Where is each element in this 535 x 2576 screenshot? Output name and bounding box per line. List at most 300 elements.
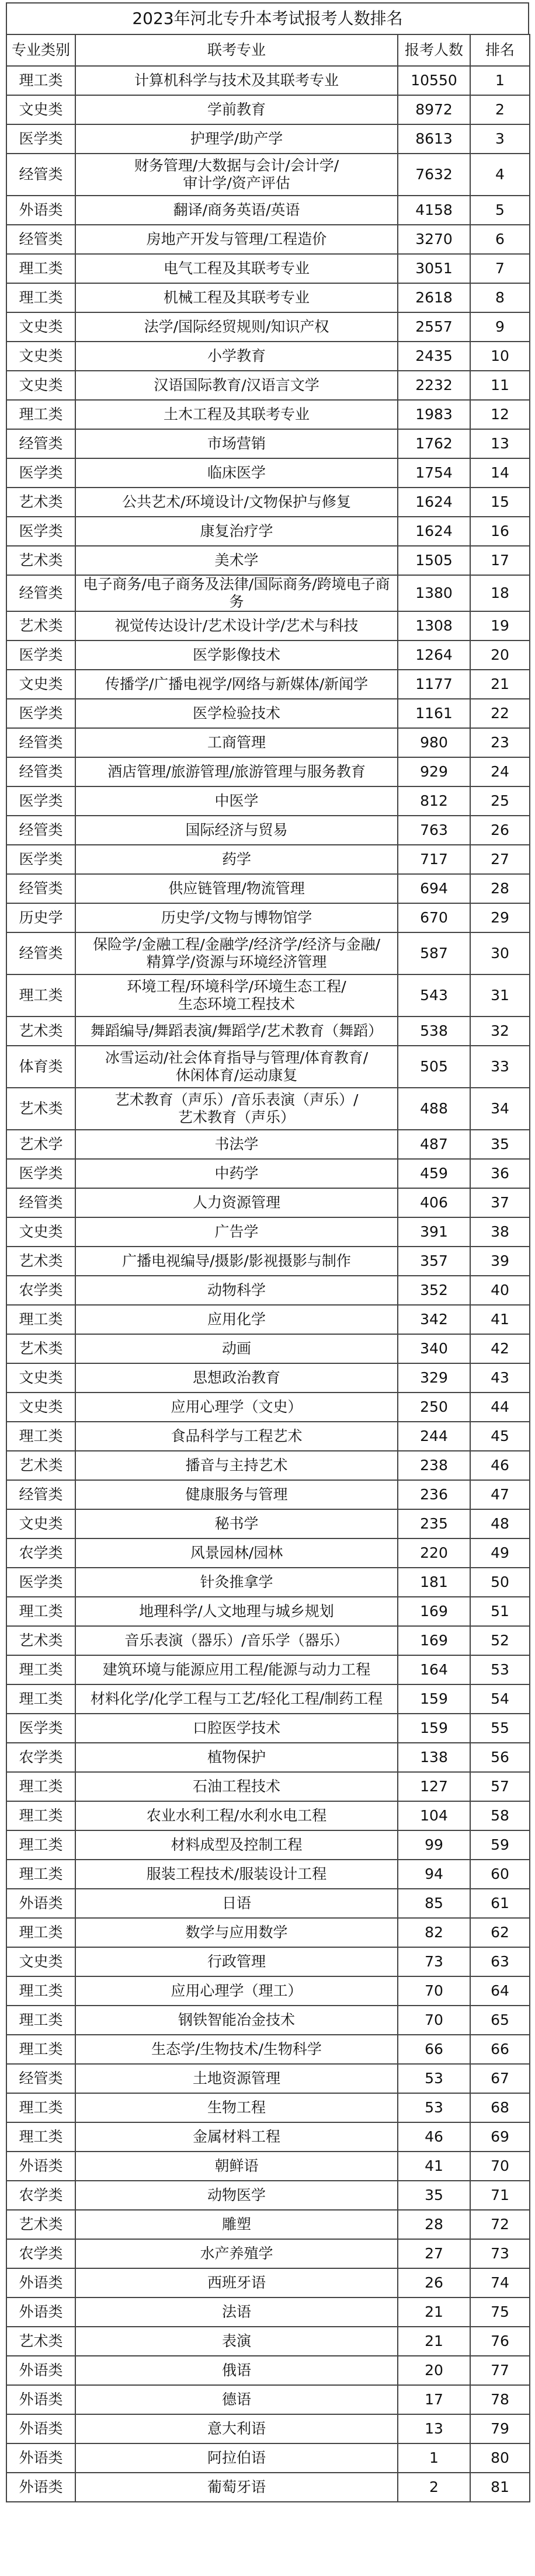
major-cell: 财务管理/大数据与会计/会计学/ 审计学/资产评估 — [75, 154, 398, 196]
table-row — [6, 2414, 530, 2443]
table-row — [6, 196, 530, 225]
table-row — [6, 1889, 530, 1918]
major-cell: 中药学 — [75, 1159, 398, 1188]
major-cell: 药学 — [75, 845, 398, 874]
rank-cell: 10 — [470, 342, 530, 371]
rank-cell: 7 — [470, 254, 530, 283]
table-row — [6, 458, 530, 488]
table-row — [6, 2093, 530, 2122]
major-cell: 冰雪运动/社会体育指导与管理/体育教育/ 休闲体育/运动康复 — [75, 1046, 398, 1088]
major-cell: 国际经济与贸易 — [75, 816, 398, 845]
table-row — [6, 611, 530, 640]
major-cell: 朝鲜语 — [75, 2152, 398, 2181]
major-cell: 房地产开发与管理/工程造价 — [75, 225, 398, 254]
rank-cell: 30 — [470, 932, 530, 974]
rank-cell: 21 — [470, 670, 530, 699]
rank-cell: 34 — [470, 1088, 530, 1130]
rank-cell: 8 — [470, 283, 530, 312]
major-cell: 葡萄牙语 — [75, 2473, 398, 2502]
table-row — [6, 1772, 530, 1801]
category-cell: 艺术类 — [6, 2210, 75, 2239]
applicants-cell: 342 — [398, 1305, 470, 1334]
applicants-cell: 85 — [398, 1889, 470, 1918]
sheet-title: 2023年河北专升本考试报考人数排名 — [6, 2, 529, 34]
table-row — [6, 640, 530, 670]
rank-cell: 38 — [470, 1217, 530, 1247]
rank-cell: 26 — [470, 816, 530, 845]
ranking-sheet — [6, 2, 529, 2502]
applicants-cell: 694 — [398, 874, 470, 903]
major-cell: 康复治疗学 — [75, 517, 398, 546]
rank-cell: 9 — [470, 312, 530, 342]
table-row — [6, 95, 530, 124]
rank-cell: 61 — [470, 1889, 530, 1918]
rank-cell: 25 — [470, 786, 530, 816]
table-row — [6, 1017, 530, 1046]
applicants-cell: 406 — [398, 1188, 470, 1217]
applicants-cell: 357 — [398, 1247, 470, 1276]
table-row — [6, 728, 530, 757]
applicants-cell: 1754 — [398, 458, 470, 488]
applicants-cell: 391 — [398, 1217, 470, 1247]
category-cell: 理工类 — [6, 2122, 75, 2152]
category-cell: 经管类 — [6, 575, 75, 611]
rank-cell: 40 — [470, 1276, 530, 1305]
applicants-cell: 82 — [398, 1918, 470, 1947]
major-cell: 服装工程技术/服装设计工程 — [75, 1860, 398, 1889]
rank-cell: 2 — [470, 95, 530, 124]
major-cell: 酒店管理/旅游管理/旅游管理与服务教育 — [75, 757, 398, 786]
major-cell: 口腔医学技术 — [75, 1714, 398, 1743]
rank-cell: 55 — [470, 1714, 530, 1743]
major-cell: 秘书学 — [75, 1509, 398, 1538]
major-cell: 电子商务/电子商务及法律/国际商务/跨境电子商务 — [75, 575, 398, 611]
major-cell: 健康服务与管理 — [75, 1480, 398, 1509]
category-cell: 艺术类 — [6, 1451, 75, 1480]
table-row — [6, 2268, 530, 2297]
major-cell: 风景园林/园林 — [75, 1538, 398, 1568]
category-cell: 艺术类 — [6, 1088, 75, 1130]
category-cell: 理工类 — [6, 2035, 75, 2064]
major-cell: 阿拉伯语 — [75, 2443, 398, 2473]
applicants-cell: 26 — [398, 2268, 470, 2297]
rank-cell: 45 — [470, 1422, 530, 1451]
applicants-cell: 181 — [398, 1568, 470, 1597]
rank-cell: 24 — [470, 757, 530, 786]
category-cell: 理工类 — [6, 1860, 75, 1889]
ranking-table-body — [6, 34, 530, 2502]
category-cell: 外语类 — [6, 2152, 75, 2181]
applicants-cell: 236 — [398, 1480, 470, 1509]
rank-cell: 50 — [470, 1568, 530, 1597]
major-cell: 人力资源管理 — [75, 1188, 398, 1217]
category-cell: 艺术类 — [6, 488, 75, 517]
major-cell: 法学/国际经贸规则/知识产权 — [75, 312, 398, 342]
table-row — [6, 1626, 530, 1655]
applicants-cell: 7632 — [398, 154, 470, 196]
category-cell: 理工类 — [6, 66, 75, 95]
category-cell: 理工类 — [6, 974, 75, 1017]
table-row — [6, 1538, 530, 1568]
applicants-cell: 1 — [398, 2443, 470, 2473]
category-cell: 艺术学 — [6, 1130, 75, 1159]
major-cell: 视觉传达设计/艺术设计学/艺术与科技 — [75, 611, 398, 640]
rank-cell: 39 — [470, 1247, 530, 1276]
applicants-cell: 41 — [398, 2152, 470, 2181]
major-cell: 德语 — [75, 2385, 398, 2414]
applicants-cell: 3270 — [398, 225, 470, 254]
applicants-cell: 1762 — [398, 429, 470, 458]
rank-cell: 67 — [470, 2064, 530, 2093]
table-row — [6, 517, 530, 546]
table-row — [6, 2385, 530, 2414]
rank-cell: 59 — [470, 1830, 530, 1860]
category-cell: 艺术类 — [6, 1626, 75, 1655]
table-row — [6, 283, 530, 312]
applicants-cell: 1264 — [398, 640, 470, 670]
applicants-cell: 1983 — [398, 400, 470, 429]
table-row — [6, 1422, 530, 1451]
major-cell: 地理科学/人文地理与城乡规划 — [75, 1597, 398, 1626]
major-cell: 材料化学/化学工程与工艺/轻化工程/制药工程 — [75, 1684, 398, 1714]
table-row — [6, 371, 530, 400]
rank-cell: 81 — [470, 2473, 530, 2502]
table-row — [6, 1305, 530, 1334]
category-cell: 文史类 — [6, 342, 75, 371]
applicants-cell: 2618 — [398, 283, 470, 312]
applicants-cell: 28 — [398, 2210, 470, 2239]
rank-cell: 11 — [470, 371, 530, 400]
applicants-cell: 13 — [398, 2414, 470, 2443]
table-row — [6, 312, 530, 342]
table-row — [6, 1918, 530, 1947]
table-row — [6, 1655, 530, 1684]
category-cell: 经管类 — [6, 728, 75, 757]
table-row — [6, 1743, 530, 1772]
category-cell: 经管类 — [6, 932, 75, 974]
applicants-cell: 538 — [398, 1017, 470, 1046]
rank-cell: 51 — [470, 1597, 530, 1626]
rank-cell: 31 — [470, 974, 530, 1017]
major-cell: 应用心理学（理工） — [75, 1976, 398, 2006]
major-cell: 农业水利工程/水利水电工程 — [75, 1801, 398, 1830]
table-row — [6, 1480, 530, 1509]
table-row — [6, 575, 530, 611]
applicants-cell: 53 — [398, 2064, 470, 2093]
category-cell: 经管类 — [6, 1188, 75, 1217]
major-cell: 意大利语 — [75, 2414, 398, 2443]
applicants-cell: 244 — [398, 1422, 470, 1451]
major-cell: 电气工程及其联考专业 — [75, 254, 398, 283]
table-row — [6, 845, 530, 874]
rank-cell: 73 — [470, 2239, 530, 2268]
applicants-cell: 670 — [398, 903, 470, 932]
rank-cell: 78 — [470, 2385, 530, 2414]
major-cell: 临床医学 — [75, 458, 398, 488]
table-row — [6, 400, 530, 429]
applicants-cell: 3051 — [398, 254, 470, 283]
major-cell: 法语 — [75, 2297, 398, 2327]
table-row — [6, 1159, 530, 1188]
applicants-cell: 587 — [398, 932, 470, 974]
major-cell: 金属材料工程 — [75, 2122, 398, 2152]
applicants-cell: 169 — [398, 1626, 470, 1655]
category-cell: 理工类 — [6, 1684, 75, 1714]
rank-cell: 62 — [470, 1918, 530, 1947]
applicants-cell: 1624 — [398, 517, 470, 546]
major-cell: 材料成型及控制工程 — [75, 1830, 398, 1860]
category-cell: 理工类 — [6, 1422, 75, 1451]
major-cell: 水产养殖学 — [75, 2239, 398, 2268]
applicants-cell: 488 — [398, 1088, 470, 1130]
table-row — [6, 1046, 530, 1088]
applicants-cell: 238 — [398, 1451, 470, 1480]
rank-cell: 14 — [470, 458, 530, 488]
category-cell: 农学类 — [6, 1276, 75, 1305]
rank-cell: 48 — [470, 1509, 530, 1538]
major-cell: 传播学/广播电视学/网络与新媒体/新闻学 — [75, 670, 398, 699]
table-row — [6, 429, 530, 458]
major-cell: 思想政治教育 — [75, 1363, 398, 1393]
major-cell: 保险学/金融工程/金融学/经济学/经济与金融/ 精算学/资源与环境经济管理 — [75, 932, 398, 974]
rank-cell: 44 — [470, 1393, 530, 1422]
applicants-cell: 66 — [398, 2035, 470, 2064]
major-cell: 雕塑 — [75, 2210, 398, 2239]
table-row — [6, 2356, 530, 2385]
category-cell: 医学类 — [6, 517, 75, 546]
table-row — [6, 974, 530, 1017]
major-cell: 汉语国际教育/汉语言文学 — [75, 371, 398, 400]
table-row — [6, 1976, 530, 2006]
major-cell: 日语 — [75, 1889, 398, 1918]
category-cell: 艺术类 — [6, 1017, 75, 1046]
major-cell: 医学影像技术 — [75, 640, 398, 670]
rank-cell: 57 — [470, 1772, 530, 1801]
applicants-cell: 17 — [398, 2385, 470, 2414]
applicants-cell: 4158 — [398, 196, 470, 225]
major-cell: 护理学/助产学 — [75, 124, 398, 154]
rank-cell: 49 — [470, 1538, 530, 1568]
table-row — [6, 342, 530, 371]
rank-cell: 13 — [470, 429, 530, 458]
applicants-cell: 2557 — [398, 312, 470, 342]
table-row — [6, 2473, 530, 2502]
rank-cell: 79 — [470, 2414, 530, 2443]
category-cell: 文史类 — [6, 1217, 75, 1247]
category-cell: 理工类 — [6, 1772, 75, 1801]
rank-cell: 3 — [470, 124, 530, 154]
major-cell: 食品科学与工程艺术 — [75, 1422, 398, 1451]
applicants-cell: 459 — [398, 1159, 470, 1188]
major-cell: 应用化学 — [75, 1305, 398, 1334]
category-cell: 理工类 — [6, 1597, 75, 1626]
category-cell: 理工类 — [6, 1655, 75, 1684]
category-cell: 外语类 — [6, 2473, 75, 2502]
major-cell: 美术学 — [75, 546, 398, 575]
table-row — [6, 1830, 530, 1860]
major-cell: 供应链管理/物流管理 — [75, 874, 398, 903]
rank-cell: 5 — [470, 196, 530, 225]
applicants-cell: 53 — [398, 2093, 470, 2122]
rank-cell: 36 — [470, 1159, 530, 1188]
category-cell: 艺术类 — [6, 611, 75, 640]
category-cell: 文史类 — [6, 312, 75, 342]
category-cell: 经管类 — [6, 757, 75, 786]
category-cell: 理工类 — [6, 2093, 75, 2122]
category-cell: 文史类 — [6, 1393, 75, 1422]
applicants-cell: 2 — [398, 2473, 470, 2502]
category-cell: 医学类 — [6, 458, 75, 488]
rank-cell: 53 — [470, 1655, 530, 1684]
table-row — [6, 1088, 530, 1130]
category-cell: 理工类 — [6, 1801, 75, 1830]
applicants-cell: 980 — [398, 728, 470, 757]
rank-cell: 64 — [470, 1976, 530, 2006]
major-cell: 针灸推拿学 — [75, 1568, 398, 1597]
applicants-cell: 94 — [398, 1860, 470, 1889]
table-row — [6, 546, 530, 575]
header-rank: 排名 — [470, 34, 530, 66]
applicants-cell: 35 — [398, 2181, 470, 2210]
applicants-cell: 543 — [398, 974, 470, 1017]
category-cell: 理工类 — [6, 1830, 75, 1860]
category-cell: 医学类 — [6, 640, 75, 670]
category-cell: 理工类 — [6, 1976, 75, 2006]
category-cell: 理工类 — [6, 254, 75, 283]
rank-cell: 29 — [470, 903, 530, 932]
rank-cell: 60 — [470, 1860, 530, 1889]
table-row — [6, 254, 530, 283]
table-row — [6, 816, 530, 845]
rank-cell: 69 — [470, 2122, 530, 2152]
table-row — [6, 1568, 530, 1597]
rank-cell: 58 — [470, 1801, 530, 1830]
applicants-cell: 352 — [398, 1276, 470, 1305]
rank-cell: 23 — [470, 728, 530, 757]
applicants-cell: 73 — [398, 1947, 470, 1976]
category-cell: 医学类 — [6, 845, 75, 874]
rank-cell: 33 — [470, 1046, 530, 1088]
major-cell: 计算机科学与技术及其联考专业 — [75, 66, 398, 95]
category-cell: 经管类 — [6, 816, 75, 845]
major-cell: 公共艺术/环境设计/文物保护与修复 — [75, 488, 398, 517]
category-cell: 农学类 — [6, 1538, 75, 1568]
major-cell: 广告学 — [75, 1217, 398, 1247]
table-row — [6, 874, 530, 903]
category-cell: 外语类 — [6, 2414, 75, 2443]
category-cell: 外语类 — [6, 2356, 75, 2385]
rank-cell: 47 — [470, 1480, 530, 1509]
major-cell: 艺术教育（声乐）/音乐表演（声乐）/ 艺术教育（声乐） — [75, 1088, 398, 1130]
major-cell: 应用心理学（文史） — [75, 1393, 398, 1422]
rank-cell: 28 — [470, 874, 530, 903]
rank-cell: 65 — [470, 2006, 530, 2035]
applicants-cell: 8972 — [398, 95, 470, 124]
category-cell: 外语类 — [6, 2268, 75, 2297]
major-cell: 播音与主持艺术 — [75, 1451, 398, 1480]
major-cell: 生态学/生物技术/生物科学 — [75, 2035, 398, 2064]
major-cell: 环境工程/环境科学/环境生态工程/ 生态环境工程技术 — [75, 974, 398, 1017]
table-row — [6, 1509, 530, 1538]
category-cell: 文史类 — [6, 670, 75, 699]
category-cell: 医学类 — [6, 786, 75, 816]
table-row — [6, 1451, 530, 1480]
applicants-cell: 159 — [398, 1714, 470, 1743]
rank-cell: 74 — [470, 2268, 530, 2297]
header-major: 联考专业 — [75, 34, 398, 66]
rank-cell: 22 — [470, 699, 530, 728]
applicants-cell: 27 — [398, 2239, 470, 2268]
major-cell: 音乐表演（器乐）/音乐学（器乐） — [75, 1626, 398, 1655]
rank-cell: 20 — [470, 640, 530, 670]
table-row — [6, 2006, 530, 2035]
table-row — [6, 1247, 530, 1276]
table-row — [6, 932, 530, 974]
rank-cell: 18 — [470, 575, 530, 611]
major-cell: 中医学 — [75, 786, 398, 816]
table-row — [6, 1597, 530, 1626]
rank-cell: 66 — [470, 2035, 530, 2064]
table-row — [6, 1684, 530, 1714]
rank-cell: 4 — [470, 154, 530, 196]
major-cell: 医学检验技术 — [75, 699, 398, 728]
major-cell: 工商管理 — [75, 728, 398, 757]
table-row — [6, 1276, 530, 1305]
table-row — [6, 699, 530, 728]
applicants-cell: 1505 — [398, 546, 470, 575]
table-row — [6, 786, 530, 816]
category-cell: 理工类 — [6, 2006, 75, 2035]
category-cell: 农学类 — [6, 2239, 75, 2268]
category-cell: 经管类 — [6, 2064, 75, 2093]
applicants-cell: 169 — [398, 1597, 470, 1626]
major-cell: 表演 — [75, 2327, 398, 2356]
ranking-table — [6, 34, 530, 2502]
rank-cell: 80 — [470, 2443, 530, 2473]
applicants-cell: 99 — [398, 1830, 470, 1860]
category-cell: 文史类 — [6, 371, 75, 400]
table-row — [6, 1188, 530, 1217]
major-cell: 石油工程技术 — [75, 1772, 398, 1801]
major-cell: 动物科学 — [75, 1276, 398, 1305]
table-row — [6, 1334, 530, 1363]
category-cell: 理工类 — [6, 1305, 75, 1334]
table-row — [6, 1947, 530, 1976]
major-cell: 俄语 — [75, 2356, 398, 2385]
table-row — [6, 488, 530, 517]
category-cell: 经管类 — [6, 874, 75, 903]
applicants-cell: 340 — [398, 1334, 470, 1363]
rank-cell: 71 — [470, 2181, 530, 2210]
major-cell: 动物医学 — [75, 2181, 398, 2210]
applicants-cell: 220 — [398, 1538, 470, 1568]
rank-cell: 43 — [470, 1363, 530, 1393]
category-cell: 文史类 — [6, 1947, 75, 1976]
major-cell: 植物保护 — [75, 1743, 398, 1772]
applicants-cell: 46 — [398, 2122, 470, 2152]
category-cell: 外语类 — [6, 1889, 75, 1918]
rank-cell: 16 — [470, 517, 530, 546]
major-cell: 学前教育 — [75, 95, 398, 124]
table-row — [6, 225, 530, 254]
category-cell: 经管类 — [6, 429, 75, 458]
rank-cell: 19 — [470, 611, 530, 640]
applicants-cell: 763 — [398, 816, 470, 845]
category-cell: 经管类 — [6, 154, 75, 196]
applicants-cell: 164 — [398, 1655, 470, 1684]
rank-cell: 76 — [470, 2327, 530, 2356]
category-cell: 体育类 — [6, 1046, 75, 1088]
